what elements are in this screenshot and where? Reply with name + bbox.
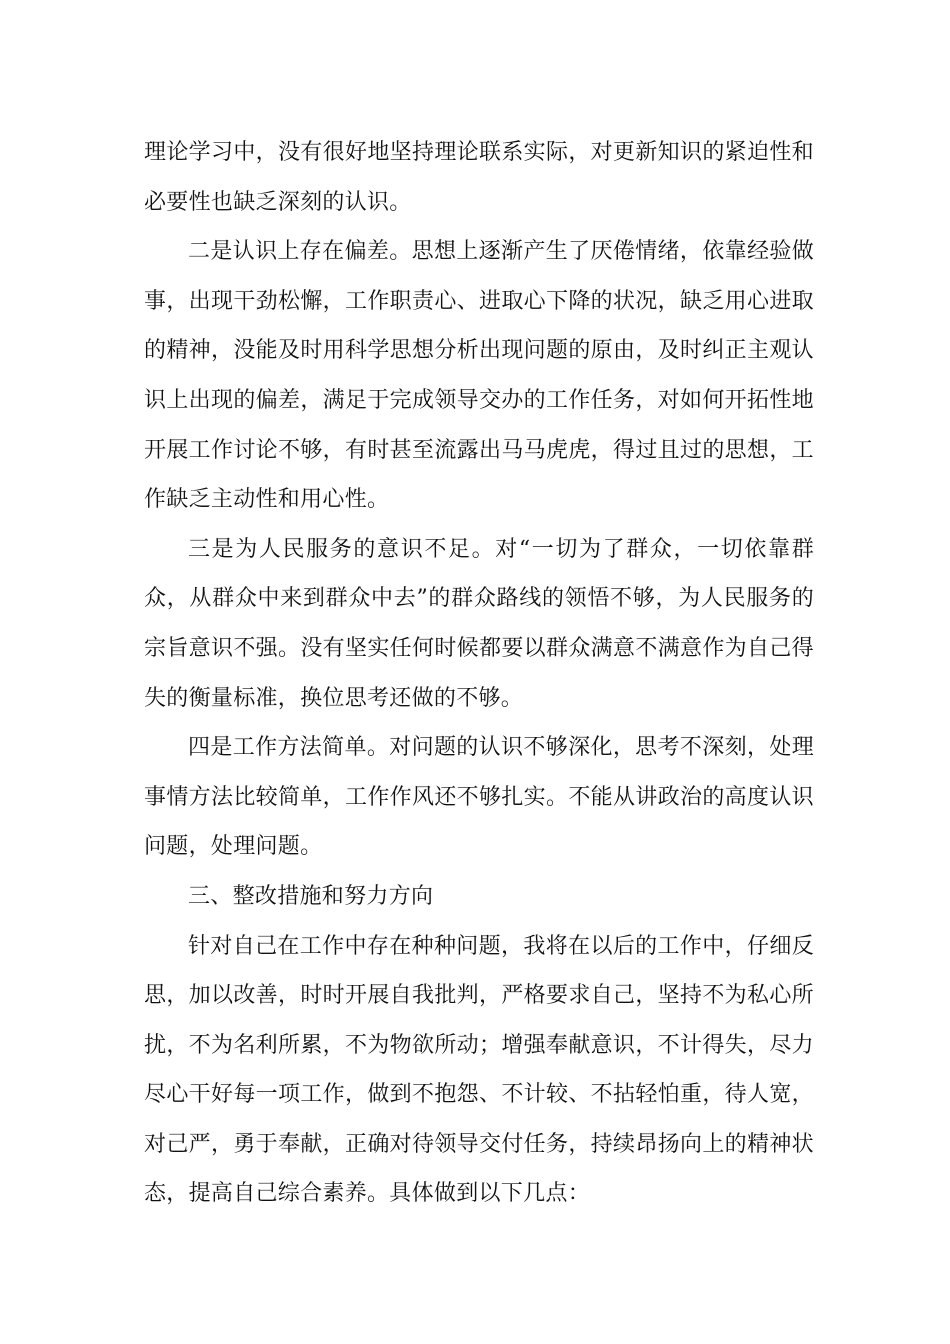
paragraph-point-four: 四是工作方法简单。对问题的认识不够深化，思考不深刻，处理事情方法比较简单，工作作风还不够扎实。不能从讲政治的高度认识问题，处理问题。 <box>144 735 814 860</box>
document-body <box>144 128 814 1219</box>
paragraph-point-three: 三是为人民服务的意识不足。对“一切为了群众，一切依靠群众，从群众中来到群众中去”的群众路线的领悟不够，为人民服务的宗旨意识不强。没有坚实任何时候都要以群众满意不满意作为自己得失的衡量标准，换位思考还做的不够。 <box>144 536 814 711</box>
paragraph-point-two: 二是认识上存在偏差。思想上逐渐产生了厌倦情绪，依靠经验做事，出现干劲松懈，工作职责心、进取心下降的状况，缺乏用心进取的精神，没能及时用科学思想分析出现问题的原由，及时纠正主观认识上出现的偏差，满足于完成领导交办的工作任务，对如何开拓性地开展工作讨论不够，有时甚至流露出马马虎虎，得过且过的思想，工作缺乏主动性和用心性。 <box>144 239 814 513</box>
paragraph-continuation: 理论学习中，没有很好地坚持理论联系实际，对更新知识的紧迫性和必要性也缺乏深刻的认识。 <box>144 140 814 215</box>
section-heading: 三、整改措施和努力方向 <box>188 883 434 909</box>
paragraph-rectification: 针对自己在工作中存在种种问题，我将在以后的工作中，仔细反思，加以改善，时时开展自我批判，严格要求自己，坚持不为私心所扰，不为名利所累，不为物欲所动；增强奉献意识，不计得失，尽力尽心干好每一项工作，做到不抱怨、不计较、不拈轻怕重，待人宽，对己严，勇于奉献，正确对待领导交付任务，持续昂扬向上的精神状态，提高自己综合素养。具体做到以下几点： <box>144 933 814 1207</box>
